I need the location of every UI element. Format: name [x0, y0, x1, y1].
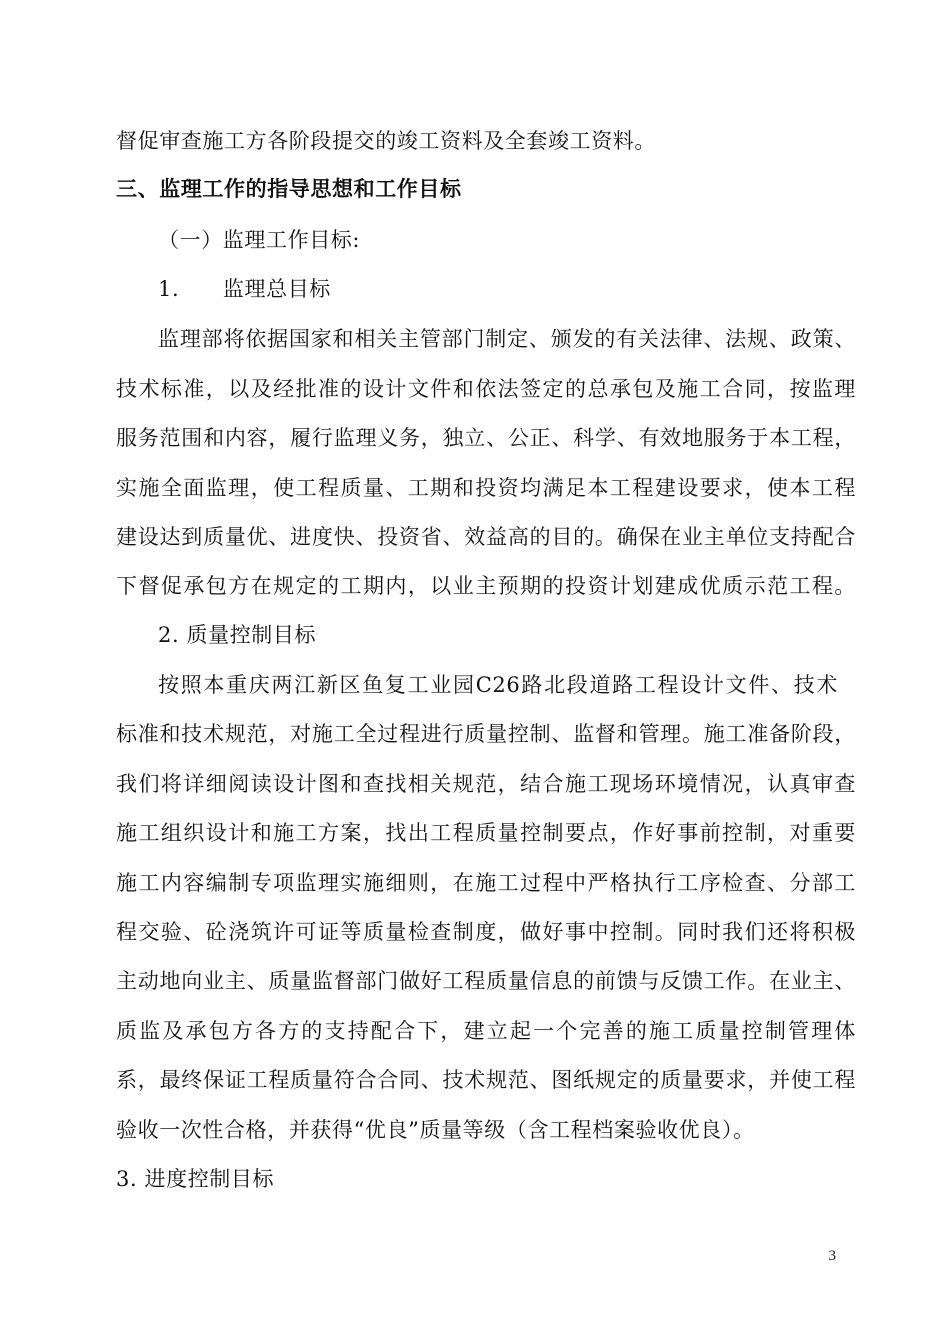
text-line: 技术标准，以及经批准的设计文件和依法签定的总承包及施工合同，按监理	[116, 377, 856, 401]
text-line: 服务范围和内容，履行监理义务，独立、公正、科学、有效地服务于本工程，	[116, 426, 856, 450]
text-line: 施工组织设计和施工方案，找出工程质量控制要点，作好事前控制，对重要	[116, 821, 856, 845]
text-line: 督促审查施工方各阶段提交的竣工资料及全套竣工资料。	[116, 129, 656, 153]
text-line: 主动地向业主、质量监督部门做好工程质量信息的前馈与反馈工作。在业主、	[116, 969, 856, 993]
item-heading: 3. 进度控制目标	[116, 1167, 275, 1191]
text-line: 监理部将依据国家和相关主管部门制定、颁发的有关法律、法规、政策、	[158, 327, 856, 351]
text-line: 建设达到质量优、进度快、投资省、效益高的目的。确保在业主单位支持配合	[116, 525, 856, 549]
text-line: 我们将详细阅读设计图和查找相关规范，结合施工现场环境情况，认真审查	[116, 772, 856, 796]
text-line: 系，最终保证工程质量符合合同、技术规范、图纸规定的质量要求，并使工程	[116, 1068, 856, 1092]
text-line: 标准和技术规范，对施工全过程进行质量控制、监督和管理。施工准备阶段，	[116, 722, 856, 746]
text-line: 质监及承包方各方的支持配合下，建立起一个完善的施工质量控制管理体	[116, 1019, 856, 1043]
text-line: 验收一次性合格，并获得“优良”质量等级（含工程档案验收优良）。	[116, 1118, 755, 1142]
item-heading: 2. 质量控制目标	[158, 623, 317, 647]
page-number: 3	[828, 1248, 836, 1264]
text-line: 施工内容编制专项监理实施细则，在施工过程中严格执行工序检查、分部工	[116, 871, 856, 895]
section-heading: 三、监理工作的指导思想和工作目标	[116, 176, 462, 201]
text-line: 程交验、砼浇筑许可证等质量检查制度，做好事中控制。同时我们还将积极	[116, 920, 856, 944]
text-line: 按照本重庆两江新区鱼复工业园C26路北段道路工程设计文件、技术	[158, 673, 838, 697]
text-line: 实施全面监理，使工程质量、工期和投资均满足本工程建设要求，使本工程	[116, 476, 856, 500]
item-heading: 1. 监理总目标	[158, 277, 331, 301]
subsection-heading: （一）监理工作目标:	[158, 228, 361, 252]
text-line: 下督促承包方在规定的工期内，以业主预期的投资计划建成优质示范工程。	[116, 574, 856, 598]
